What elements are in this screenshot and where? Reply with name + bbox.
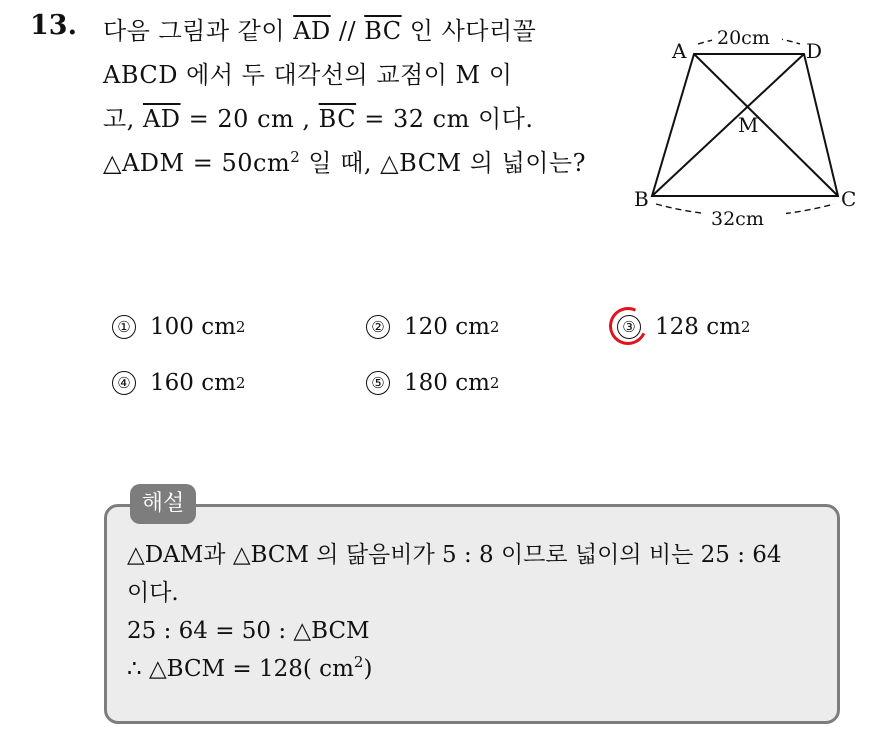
vertex-label-c: C [841, 187, 857, 211]
choice-number-1: ① [112, 315, 136, 339]
question-line-3: 고, $\overline{AD} = 20$ cm , $\overline{BC} = 32$ cm 이다. [103, 105, 534, 133]
segment-ad: $\overline{AD}$ [142, 105, 181, 133]
vertex-label-d: D [806, 39, 823, 63]
solution-text [127, 536, 827, 688]
vertex-label-b: B [634, 187, 649, 211]
solution-line-2: 이다. [127, 580, 179, 606]
segment-bc: $\overline{BC}$ [318, 105, 357, 133]
bottom-length-label: 32cm [711, 208, 764, 230]
selected-answer-mark [604, 302, 653, 351]
parallel-symbol: // [330, 17, 365, 45]
question-text [103, 9, 603, 185]
choice-1[interactable]: ① 100 cm 2 [112, 314, 245, 340]
top-length-label: 20cm [717, 27, 770, 49]
question-number: 13. [30, 10, 77, 41]
intersection-label-m: M [738, 113, 759, 137]
choice-5[interactable]: ⑤ 180 cm 2 [366, 370, 499, 396]
solution-line-4: ∴ △BCM = 128( $cm^2$) [127, 653, 373, 682]
choice-number-4: ④ [112, 371, 136, 395]
choice-3[interactable]: ③ 128 cm 2 [617, 314, 750, 340]
choice-number-5: ⑤ [366, 371, 390, 395]
choice-2[interactable]: ② 120 cm 2 [366, 314, 499, 340]
choice-number-2: ② [366, 315, 390, 339]
segment-ad: $\overline{AD}$ [293, 17, 331, 45]
question-line-1: 다음 그림과 같이 $\overline{AD} // \overline{BC}$ 인 사다리꼴 [103, 17, 537, 45]
segment-bc: $\overline{BC}$ [364, 17, 402, 45]
question-line-4: △ADM = $50cm^2$ 일 때, △BCM 의 넓이는? [103, 148, 586, 177]
choice-number-3: ③ [617, 315, 641, 339]
choice-4[interactable]: ④ 160 cm 2 [112, 370, 245, 396]
diagonal-ac [694, 54, 838, 196]
choice-value: 100 cm [150, 314, 236, 340]
question-line-2: ABCD 에서 두 대각선의 교점이 M 이 [103, 61, 513, 89]
solution-tag: 해설 [130, 484, 196, 524]
trapezoid-figure [626, 20, 866, 240]
solution-line-3: 25 : 64 = 50 : △BCM [127, 618, 370, 644]
choice-value: 180 cm [404, 370, 490, 396]
choice-value: 120 cm [404, 314, 490, 340]
vertex-label-a: A [672, 39, 687, 63]
diagonal-bd [652, 54, 804, 196]
choice-value: 160 cm [150, 370, 236, 396]
solution-line-1: △DAM과 △BCM 의 닮음비가 5 : 8 이므로 넓이의 비는 25 : 64 [127, 542, 782, 568]
choice-value: 128 cm [655, 314, 741, 340]
